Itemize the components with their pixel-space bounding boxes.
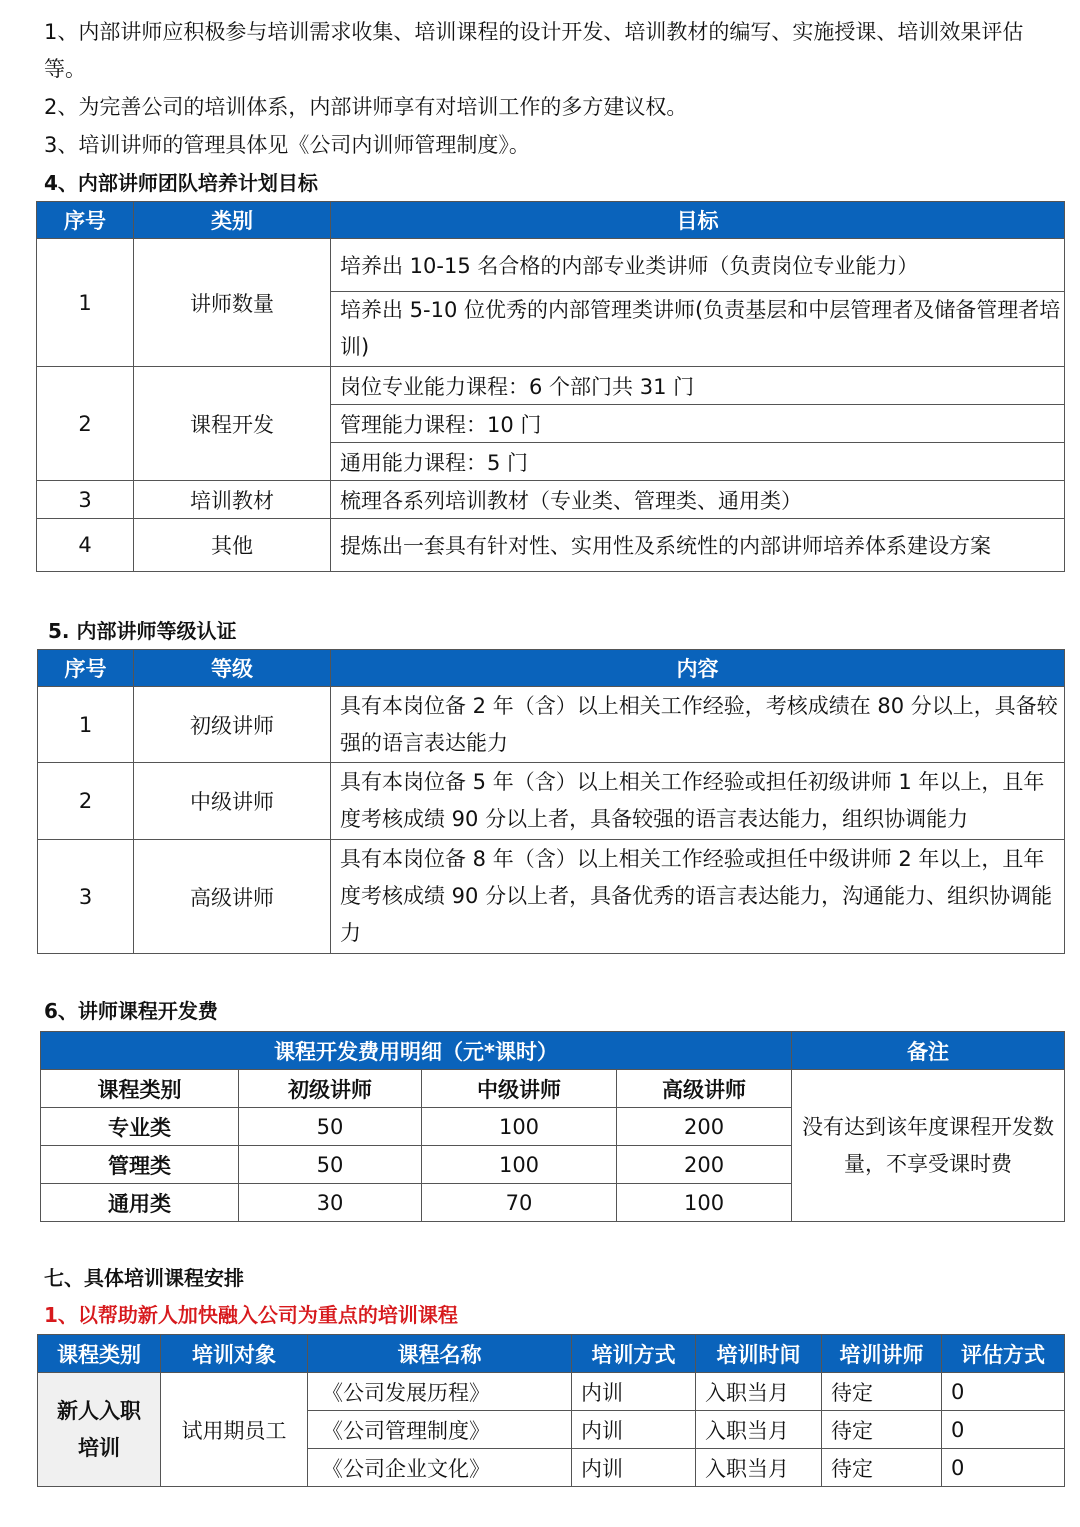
trainer: 待定 bbox=[822, 1411, 942, 1449]
header-cell: 序号 bbox=[38, 650, 134, 687]
training-method: 内训 bbox=[572, 1411, 696, 1449]
row-number: 2 bbox=[38, 763, 134, 840]
trainer: 待定 bbox=[822, 1373, 942, 1411]
course-category: 新人入职培训 bbox=[38, 1373, 161, 1487]
row-number: 3 bbox=[38, 840, 134, 954]
header-cell: 课程开发费用明细（元*课时） bbox=[41, 1032, 792, 1070]
row-category: 课程开发 bbox=[134, 367, 331, 481]
row-category: 培训教材 bbox=[134, 481, 331, 519]
row-number: 1 bbox=[38, 687, 134, 763]
evaluation: 0 bbox=[942, 1373, 1065, 1411]
training-time: 入职当月 bbox=[696, 1373, 822, 1411]
header-cell: 培训讲师 bbox=[822, 1335, 942, 1373]
content-cell: 具有本岗位备 5 年（含）以上相关工作经验或担任初级讲师 1 年以上，且年度考核成绩 90 分以上者，具备较强的语言表达能力，组织协调能力 bbox=[331, 763, 1065, 840]
subheader-cell: 初级讲师 bbox=[239, 1070, 422, 1108]
table-header-row bbox=[41, 1032, 1065, 1070]
trainer: 待定 bbox=[822, 1449, 942, 1487]
table-header-row bbox=[38, 650, 1065, 687]
header-cell: 备注 bbox=[792, 1032, 1065, 1070]
table-header-row bbox=[38, 1335, 1065, 1373]
header-cell: 类别 bbox=[134, 202, 331, 239]
evaluation: 0 bbox=[942, 1449, 1065, 1487]
training-target: 试用期员工 bbox=[161, 1373, 308, 1487]
junior-fee: 30 bbox=[239, 1184, 422, 1222]
goal-cell: 通用能力课程：5 门 bbox=[331, 443, 1065, 481]
section6-table bbox=[40, 1031, 1065, 1222]
section7-title: 七、具体培训课程安排 bbox=[44, 1266, 244, 1290]
course-type: 通用类 bbox=[41, 1184, 239, 1222]
header-cell: 培训时间 bbox=[696, 1335, 822, 1373]
section6-title: 6、讲师课程开发费 bbox=[44, 999, 218, 1023]
middle-fee: 100 bbox=[422, 1108, 617, 1146]
course-type: 专业类 bbox=[41, 1108, 239, 1146]
senior-fee: 200 bbox=[617, 1108, 792, 1146]
row-level: 初级讲师 bbox=[134, 687, 331, 763]
goal-cell: 培养出 10-15 名合格的内部专业类讲师（负责岗位专业能力） bbox=[331, 239, 1065, 292]
content-cell: 具有本岗位备 2 年（含）以上相关工作经验，考核成绩在 80 分以上，具备较强的语言表达能力 bbox=[331, 687, 1065, 763]
table-row bbox=[37, 481, 1065, 519]
subheader-cell: 高级讲师 bbox=[617, 1070, 792, 1108]
junior-fee: 50 bbox=[239, 1146, 422, 1184]
table-row bbox=[38, 1373, 1065, 1411]
course-name: 《公司管理制度》 bbox=[308, 1411, 572, 1449]
middle-fee: 100 bbox=[422, 1146, 617, 1184]
goal-cell: 管理能力课程：10 门 bbox=[331, 405, 1065, 443]
course-name: 《公司企业文化》 bbox=[308, 1449, 572, 1487]
training-method: 内训 bbox=[572, 1373, 696, 1411]
note-cell: 没有达到该年度课程开发数量，不享受课时费 bbox=[792, 1070, 1065, 1222]
header-cell: 目标 bbox=[331, 202, 1065, 239]
junior-fee: 50 bbox=[239, 1108, 422, 1146]
training-method: 内训 bbox=[572, 1449, 696, 1487]
table-subheader-row bbox=[41, 1070, 1065, 1108]
header-cell: 培训对象 bbox=[161, 1335, 308, 1373]
content-cell: 具有本岗位备 8 年（含）以上相关工作经验或担任中级讲师 2 年以上，且年度考核成绩 90 分以上者，具备优秀的语言表达能力，沟通能力、组织协调能力 bbox=[331, 840, 1065, 954]
row-category: 讲师数量 bbox=[134, 239, 331, 367]
section4-title: 4、内部讲师团队培养计划目标 bbox=[44, 171, 318, 195]
table-row bbox=[38, 763, 1065, 840]
header-cell: 培训方式 bbox=[572, 1335, 696, 1373]
intro-paragraph-2: 2、为完善公司的培训体系，内部讲师享有对培训工作的多方建议权。 bbox=[44, 95, 688, 119]
goal-cell: 提炼出一套具有针对性、实用性及系统性的内部讲师培养体系建设方案 bbox=[331, 519, 1065, 572]
goal-cell: 梳理各系列培训教材（专业类、管理类、通用类） bbox=[331, 481, 1065, 519]
section5-title: 5. 内部讲师等级认证 bbox=[48, 619, 237, 643]
section4-table bbox=[36, 201, 1065, 572]
row-number: 2 bbox=[37, 367, 134, 481]
table-row bbox=[38, 840, 1065, 954]
training-time: 入职当月 bbox=[696, 1449, 822, 1487]
intro-paragraph-1: 1、内部讲师应积极参与培训需求收集、培训课程的设计开发、培训教材的编写、实施授课、培训效果评估等。 bbox=[44, 20, 1024, 81]
intro-paragraph-3: 3、培训讲师的管理具体见《公司内训师管理制度》。 bbox=[44, 133, 530, 157]
senior-fee: 100 bbox=[617, 1184, 792, 1222]
row-category: 其他 bbox=[134, 519, 331, 572]
training-time: 入职当月 bbox=[696, 1411, 822, 1449]
table-header-row bbox=[37, 202, 1065, 239]
row-level: 高级讲师 bbox=[134, 840, 331, 954]
row-number: 1 bbox=[37, 239, 134, 367]
course-name: 《公司发展历程》 bbox=[308, 1373, 572, 1411]
goal-cell: 培养出 5-10 位优秀的内部管理类讲师(负责基层和中层管理者及储备管理者培训) bbox=[331, 292, 1065, 367]
course-type: 管理类 bbox=[41, 1146, 239, 1184]
header-cell: 评估方式 bbox=[942, 1335, 1065, 1373]
middle-fee: 70 bbox=[422, 1184, 617, 1222]
table-row bbox=[37, 367, 1065, 405]
row-level: 中级讲师 bbox=[134, 763, 331, 840]
evaluation: 0 bbox=[942, 1411, 1065, 1449]
header-cell: 等级 bbox=[134, 650, 331, 687]
header-cell: 序号 bbox=[37, 202, 134, 239]
subheader-cell: 课程类别 bbox=[41, 1070, 239, 1108]
table-row bbox=[37, 519, 1065, 572]
goal-cell: 岗位专业能力课程：6 个部门共 31 门 bbox=[331, 367, 1065, 405]
table-row bbox=[37, 239, 1065, 292]
senior-fee: 200 bbox=[617, 1146, 792, 1184]
section7-table bbox=[37, 1334, 1065, 1487]
row-number: 4 bbox=[37, 519, 134, 572]
subheader-cell: 中级讲师 bbox=[422, 1070, 617, 1108]
header-cell: 内容 bbox=[331, 650, 1065, 687]
section7-subtitle: 1、以帮助新人加快融入公司为重点的培训课程 bbox=[44, 1303, 458, 1327]
header-cell: 课程类别 bbox=[38, 1335, 161, 1373]
table-row bbox=[38, 687, 1065, 763]
section5-table bbox=[37, 649, 1065, 954]
row-number: 3 bbox=[37, 481, 134, 519]
header-cell: 课程名称 bbox=[308, 1335, 572, 1373]
